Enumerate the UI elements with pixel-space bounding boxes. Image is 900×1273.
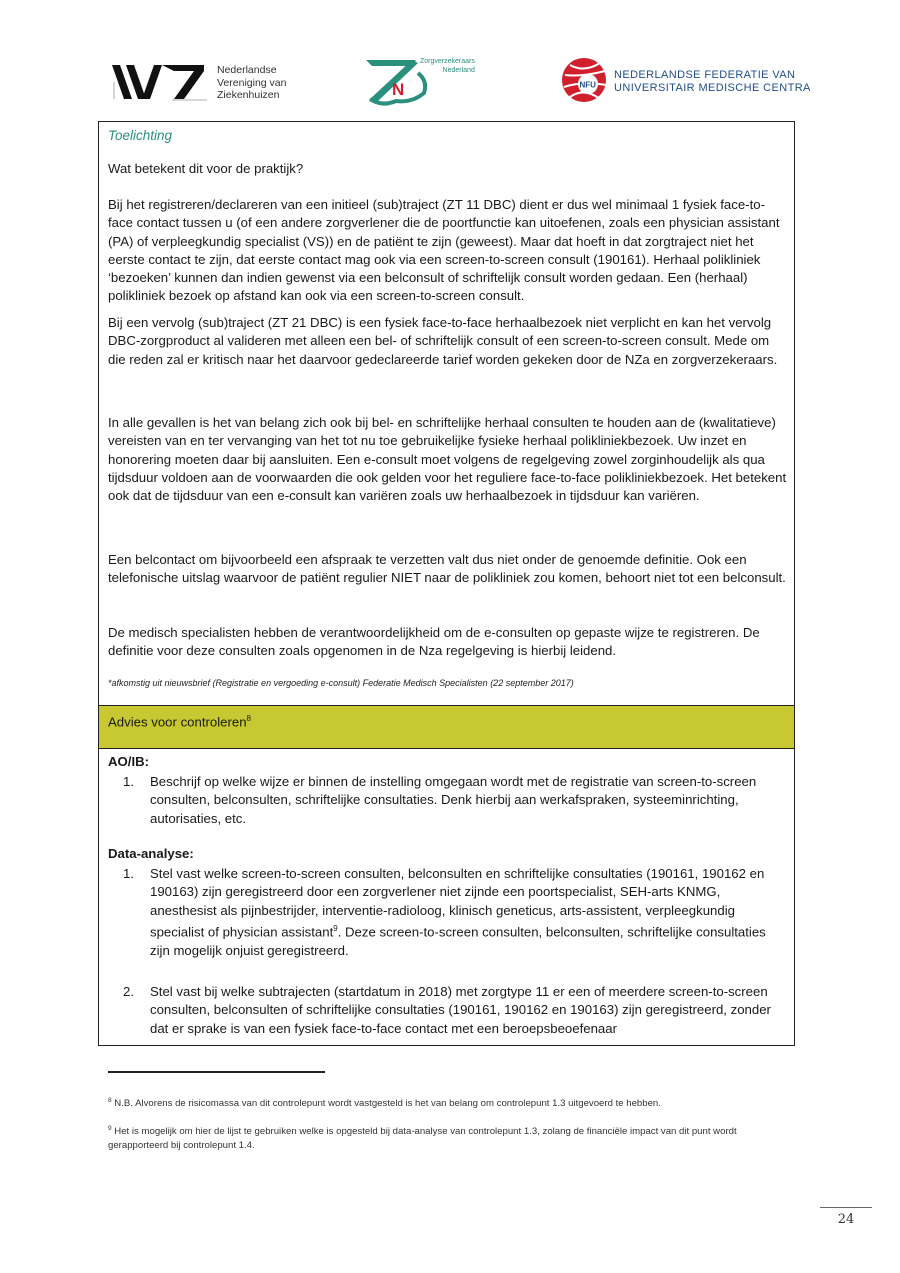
list-number: 1. bbox=[123, 866, 134, 881]
toelichting-heading: Toelichting bbox=[108, 128, 173, 143]
toelichting-paragraph: In alle gevallen is het van belang zich ook bij bel- en schriftelijke herhaal consulten te houden aan de (kwalitatieve) vereisten van en ter vervanging van het tot nu toe gebruikelijke fysieke herhaal polikliniekbezoek. Uw inzet en honorering moeten daar bij aansluiten. Een e-consult moet volgens de regelgeving zowel zorginhoudelijk als qua tijdsduur voldoen aan de voorwaarden die ook gelden voor het reguliere face-to-face polikliniekbezoek. Het betekent ook dat de tijdsduur van een e-consult kan variëren zoals uw herhaalbezoek in tijdsduur kan variëren. bbox=[108, 415, 787, 504]
advies-title: Advies voor controleren$^8$ bbox=[108, 714, 251, 730]
toelichting-section bbox=[99, 122, 794, 705]
footnote-separator bbox=[108, 1071, 325, 1073]
list-text: Stel vast bij welke subtrajecten (startdatum in 2018) met zorgtype 11 er een of meerdere screen-to-screen consulten, belconsulten of schriftelijke consultaties (190161, 190162 en 190163) zijn geregistreerd, zonder dat er sprake is van een fysiek face-to-face contact met een beroepsbeoefenaar bbox=[150, 984, 771, 1036]
nfu-logo bbox=[560, 55, 811, 105]
toelichting-paragraph: Bij het registreren/declareren van een initieel (sub)traject (ZT 11 DBC) dient er dus wel minimaal 1 fysiek face-to-face contact tussen u (of een andere zorgverlener die de poortfunctie kan uitoefenen, zoals een physician assistant (PA) of verpleegkundig specialist (VS)) en de patiënt te zijn (geweest). Maar dat hoeft in dat zorgtraject niet het eerste contact te zijn, dat eerste contact mag ook via een screen-to-screen consult (190161). Herhaal polikliniek ‘bezoeken’ kunnen dan indien gewenst via een belconsult of schriftelijk consult worden gedaan. Een (herhaal) polikliniek bezoek op afstand kan ook via een screen-to-screen consult. bbox=[108, 197, 780, 304]
footnote-8: $^8$ N.B. Alvorens de risicomassa van dit controlepunt wordt vastgesteld is het van belang om controlepunt 1.3 uitgevoerd te hebben. bbox=[108, 1097, 661, 1110]
svg-text:NFU: NFU bbox=[579, 80, 596, 90]
advies-header-row bbox=[99, 705, 794, 749]
toelichting-paragraph: Bij een vervolg (sub)traject (ZT 21 DBC) is een fysiek face-to-face herhaalbezoek niet verplicht en kan het vervolg DBC-zorgproduct al valideren met alleen een bel- of schriftelijk consult of een screen-to-screen consult. Mede om die reden zal er kritisch naar het daarvoor gedeclareerde tarief worden gekeken door de NZa en zorgverzekeraars. bbox=[108, 315, 778, 367]
nvz-logo-text: Nederlandse Vereniging van Ziekenhuizen bbox=[217, 64, 287, 101]
zn-logo-text: Zorgverzekeraars Nederland bbox=[420, 58, 475, 74]
nvz-logo bbox=[112, 62, 302, 102]
source-note: *afkomstig uit nieuwsbrief (Registratie en vergoeding e-consult) Federatie Medisch Specialisten (22 september 2017) bbox=[108, 678, 574, 688]
list-text: Stel vast welke screen-to-screen consulten, belconsulten en schriftelijke consultaties (190161, 190162 en 190163) zijn geregistreerd door een zorgverlener niet zijnde een poortspecialist, SEH-arts KNMG, anesthesist als pijnbestrijder, interventie-radioloog, klinisch geneticus, arts-assistent, verpleegkundig specialist of physician assistant$^9$. Deze screen-to-screen consulten, belconsulten, schriftelijke consultaties zijn mogelijk onjuist geregistreerd. bbox=[150, 866, 766, 958]
footnote-ref-9[interactable]: 9 bbox=[333, 923, 338, 933]
footnote-9: $^9$ Het is mogelijk om hier de lijst te gebruiken welke is opgesteld bij data-analyse van controlepunt 1.3, zolang de financiële impact van dit punt wordt gerapporteerd bij controlepunt 1.4. bbox=[108, 1125, 737, 1152]
nvz-logo-mark-icon bbox=[112, 62, 212, 102]
zn-logo bbox=[362, 55, 492, 110]
list-number: 1. bbox=[123, 774, 134, 789]
toelichting-paragraph: Een belcontact om bijvoorbeeld een afspraak te verzetten valt dus niet onder de genoemde definitie. Ook een telefonische uitslag waarvoor de patiënt regulier NIET naar de polikliniek zou komen, behoort niet tot een belconsult. bbox=[108, 552, 786, 586]
page-number-rule bbox=[820, 1207, 872, 1208]
nfu-logo-mark-icon bbox=[560, 55, 610, 105]
nfu-logo-text: NEDERLANDSE FEDERATIE VAN UNIVERSITAIR MEDISCHE CENTRA bbox=[614, 69, 811, 94]
list-number: 2. bbox=[123, 984, 134, 999]
page-number: 24 bbox=[837, 1212, 855, 1227]
svg-text:N: N bbox=[392, 80, 405, 99]
data-analyse-heading: Data-analyse: bbox=[108, 846, 194, 861]
aoib-heading: AO/IB: bbox=[108, 754, 150, 769]
list-text: Beschrijf op welke wijze er binnen de instelling omgegaan wordt met de registratie van screen-to-screen consulten, belconsulten, schriftelijke consultaties. Denk hierbij aan werkafspraken, systeeminrichting, autorisaties, etc. bbox=[150, 774, 757, 826]
control-table bbox=[98, 121, 795, 1046]
footnote-ref-8[interactable]: 8 bbox=[246, 714, 251, 723]
toelichting-paragraph: De medisch specialisten hebben de verantwoordelijkheid om de e-consulten op gepaste wijze te registreren. De definitie voor deze consulten zoals opgenomen in de Nza regelgeving is hierbij leidend. bbox=[108, 625, 760, 659]
toelichting-question: Wat betekent dit voor de praktijk? bbox=[108, 161, 304, 176]
